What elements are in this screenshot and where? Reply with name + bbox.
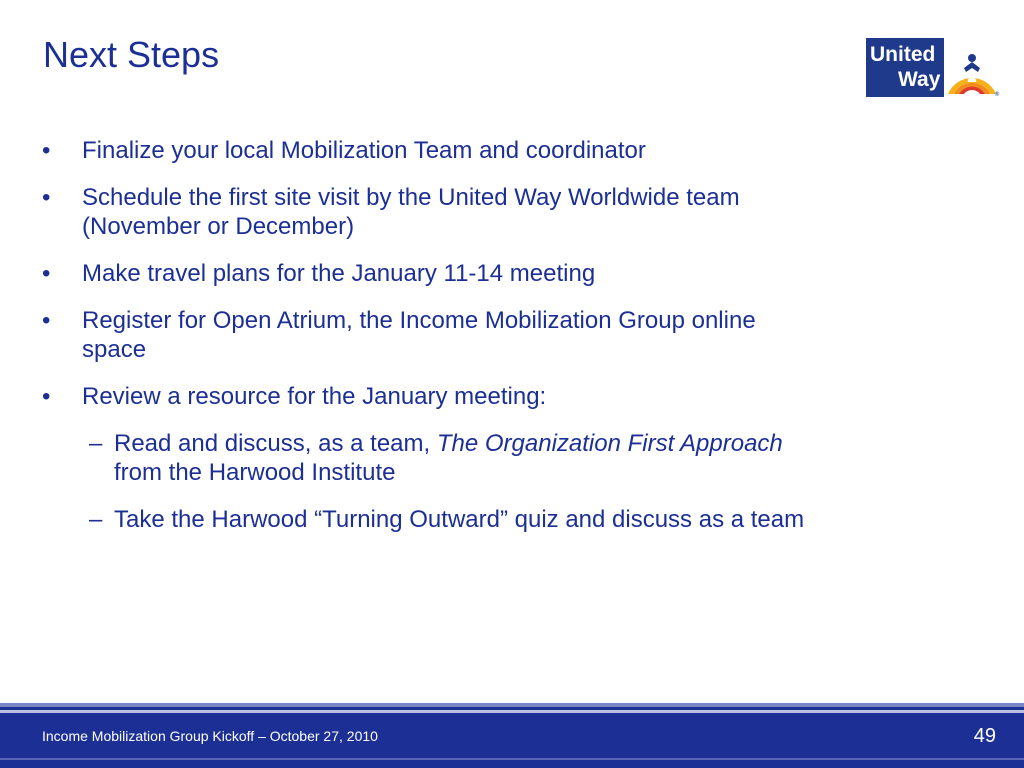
slide-content xyxy=(42,136,822,552)
footer-bottom-line xyxy=(0,758,1024,760)
footer-accent-line xyxy=(0,710,1024,713)
sub-bullet-dash: – xyxy=(89,430,103,457)
bullet-dot: • xyxy=(42,184,51,211)
bullet-dot: • xyxy=(42,383,51,410)
bullet-text: Register for Open Atrium, the Income Mobilization Group online space xyxy=(82,307,756,363)
registered-mark: ® xyxy=(994,91,1000,97)
sub-bullet-text: Take the Harwood “Turning Outward” quiz and discuss as a team xyxy=(114,506,805,533)
publication-title: The Organization First Approach xyxy=(436,430,783,457)
bullet-dot: • xyxy=(42,137,51,164)
sub-bullet-item xyxy=(42,429,822,487)
bullet-item xyxy=(42,259,822,288)
bullet-item xyxy=(42,136,822,165)
page-number: 49 xyxy=(973,725,996,747)
logo-text-united: United xyxy=(870,43,936,66)
bullet-item xyxy=(42,382,822,411)
sub-bullet-text-before: Read and discuss, as a team, xyxy=(114,430,437,457)
logo-wordmark-box xyxy=(866,38,946,97)
bullet-item xyxy=(42,306,822,364)
bullet-text: Make travel plans for the January 11-14 meeting xyxy=(82,260,596,287)
bullet-text: Schedule the first site visit by the United Way Worldwide team (November or December) xyxy=(82,184,740,240)
bullet-item xyxy=(42,183,822,241)
united-way-logo xyxy=(866,38,1000,97)
bullet-dot: • xyxy=(42,260,51,287)
sub-bullet-text-after: from the Harwood Institute xyxy=(114,459,396,486)
footer-caption: Income Mobilization Group Kickoff – October 27, 2010 xyxy=(42,728,378,744)
logo-text-way: Way xyxy=(898,68,941,91)
sub-bullet-item xyxy=(42,505,822,534)
footer-accent-line xyxy=(0,703,1024,707)
rainbow-hand-icon xyxy=(944,38,1000,97)
slide-title: Next Steps xyxy=(43,34,220,75)
bullet-dot: • xyxy=(42,307,51,334)
bullet-text: Finalize your local Mobilization Team and coordinator xyxy=(82,137,646,164)
bullet-text: Review a resource for the January meeting: xyxy=(82,383,547,410)
sub-bullet-dash: – xyxy=(89,506,103,533)
